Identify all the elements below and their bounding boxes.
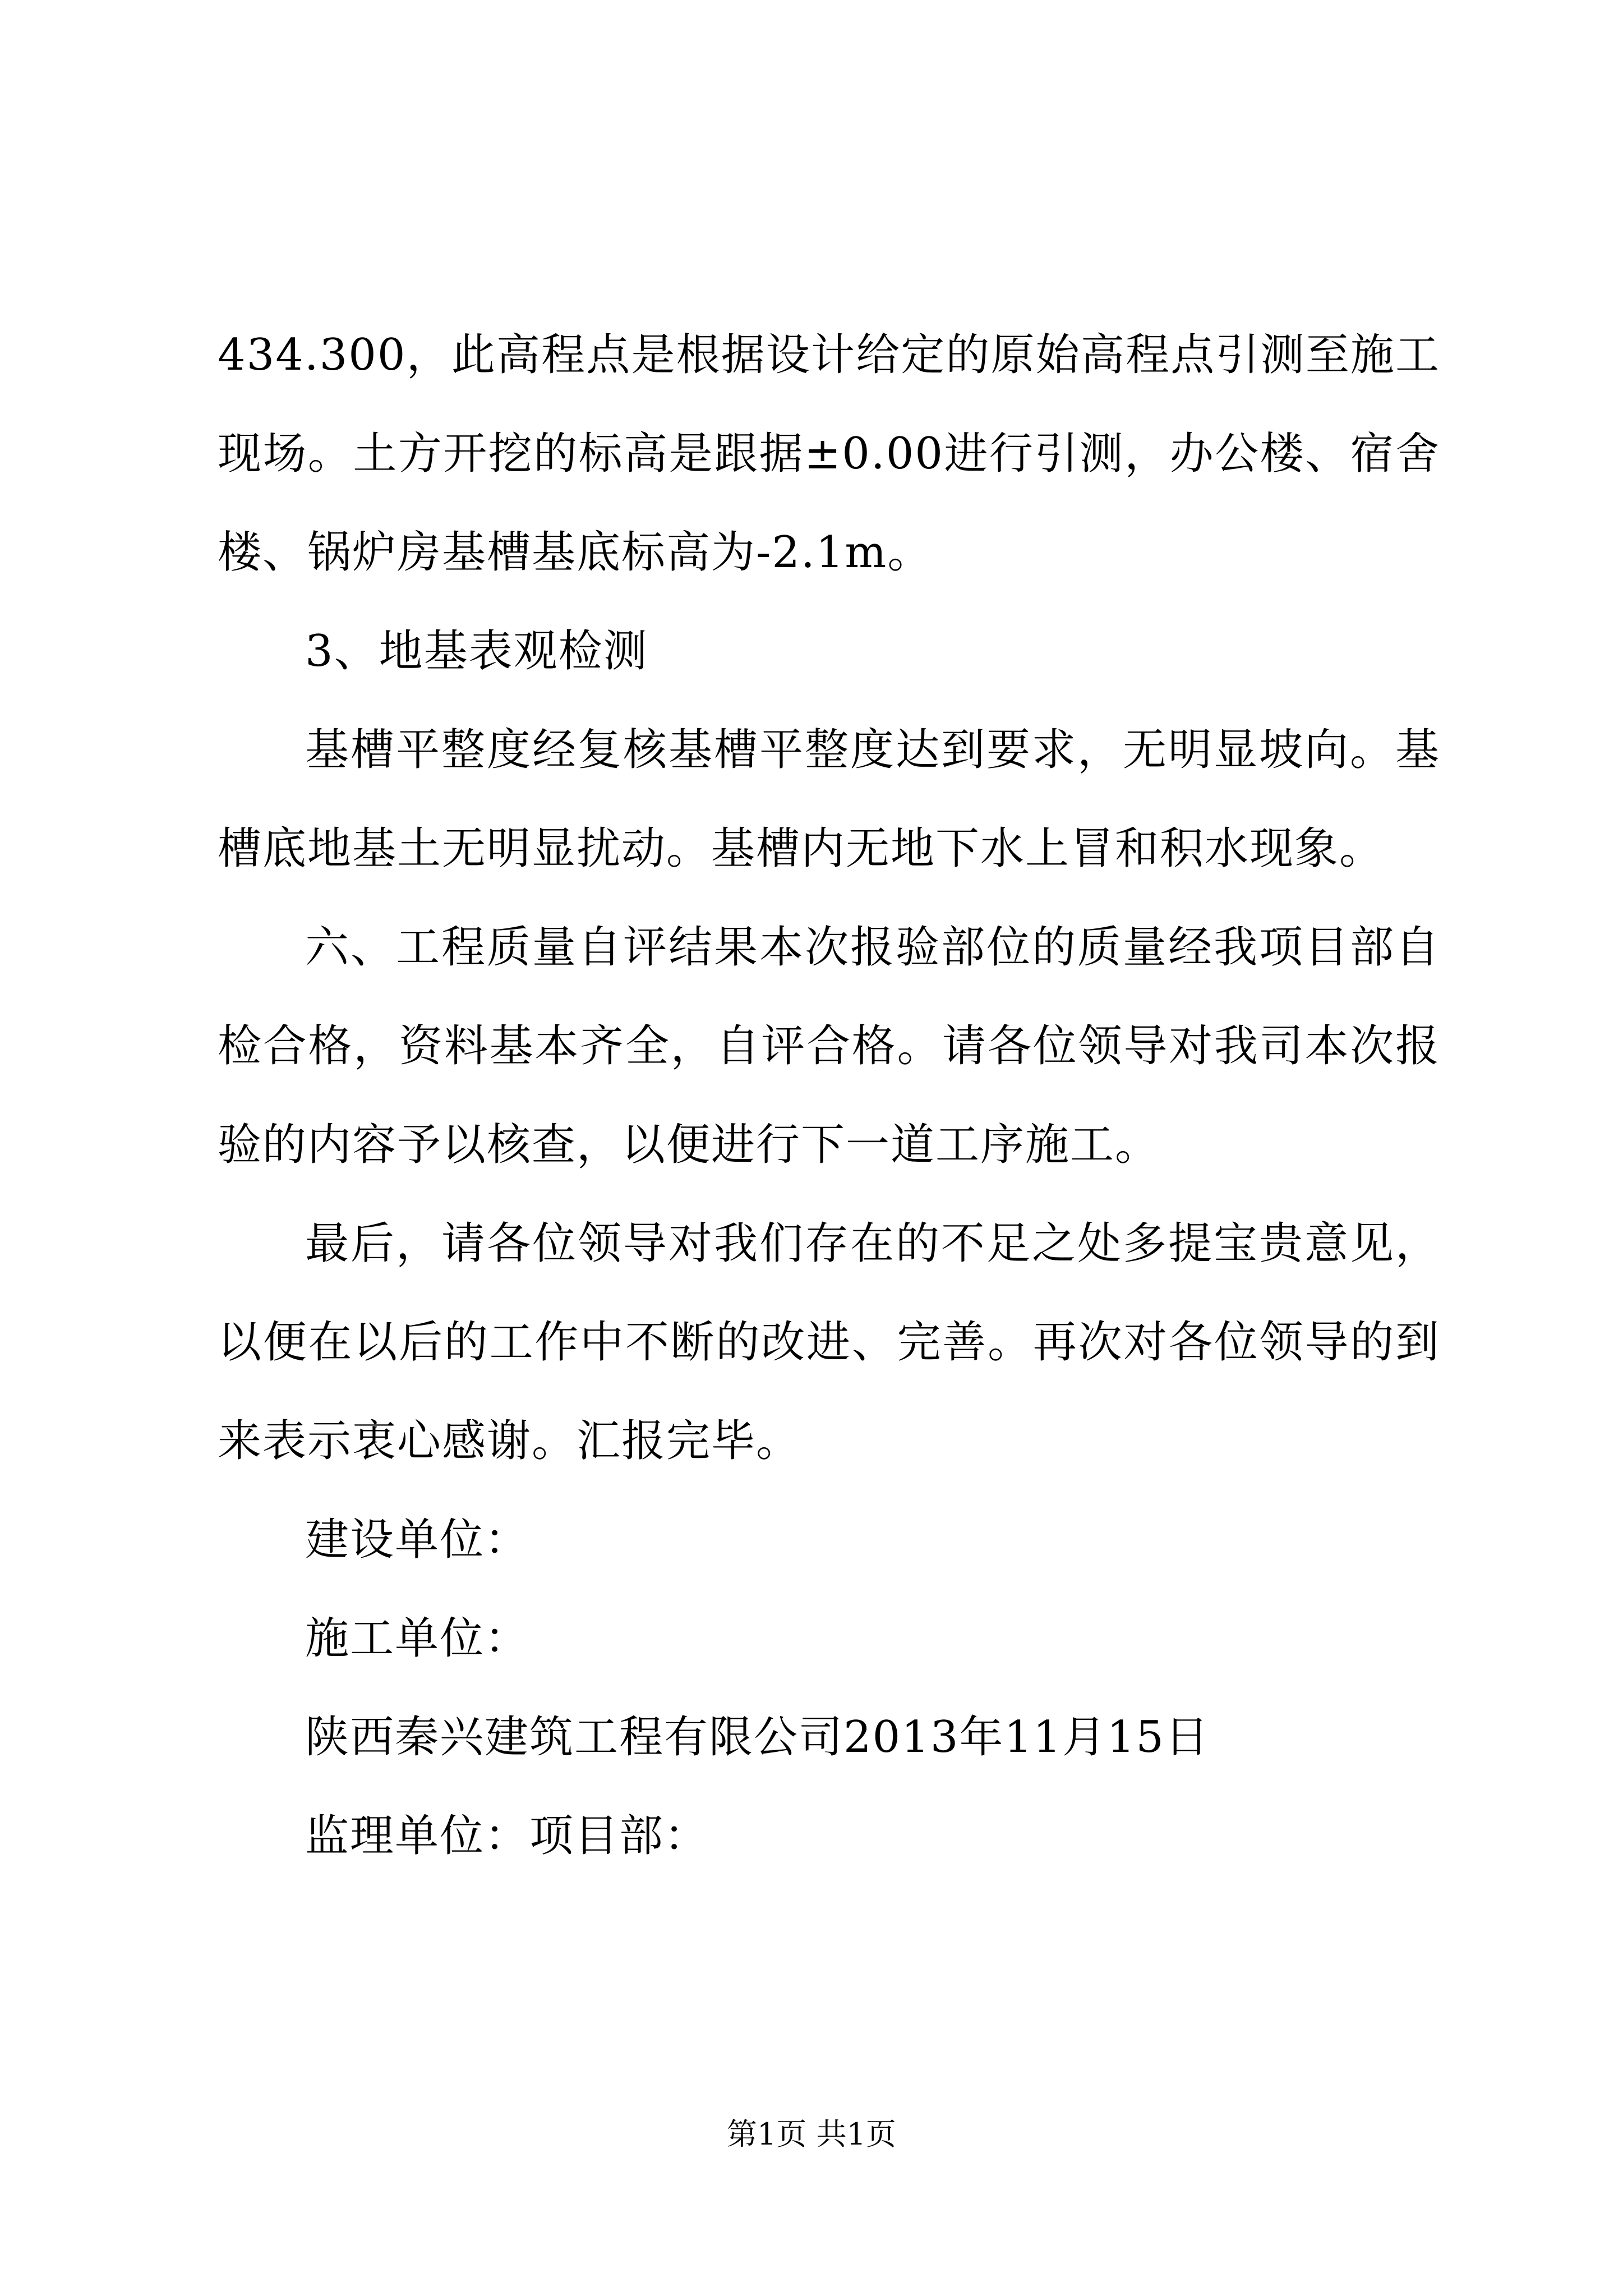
paragraph-closing-remarks: 最后，请各位领导对我们存在的不足之处多提宝贵意见，以便在以后的工作中不断的改进、完善。再次对各位领导的到来表示衷心感谢。汇报完毕。 (218, 1218, 1440, 1466)
heading-foundation-inspection: 3、地基表观检测 (305, 626, 648, 677)
paragraph-quality-self-evaluation: 六、工程质量自评结果本次报验部位的质量经我项目部自检合格，资料基本齐全，自评合格。请各位领导对我司本次报验的内容予以核查，以便进行下一道工序施工。 (218, 922, 1440, 1170)
signature-company-date: 陕西秦兴建筑工程有限公司2013年11月15日 (305, 1712, 1210, 1763)
paragraph-foundation-inspection: 基槽平整度经复核基槽平整度达到要求，无明显坡向。基槽底地基土无明显扰动。基槽内无地下水上冒和积水现象。 (218, 725, 1440, 874)
signature-construction-owner: 建设单位： (305, 1515, 530, 1565)
signature-contractor: 施工单位： (305, 1613, 530, 1664)
signature-supervisor: 监理单位：项目部： (305, 1811, 709, 1861)
page-number-footer: 第1页 共1页 (727, 2116, 896, 2152)
document-body (218, 306, 1440, 1885)
paragraph-elevation: 434.300，此高程点是根据设计给定的原始高程点引测至施工现场。土方开挖的标高是跟据±0.00进行引测，办公楼、宿舍楼、锅炉房基槽基底标高为-2.1m。 (218, 330, 1440, 578)
